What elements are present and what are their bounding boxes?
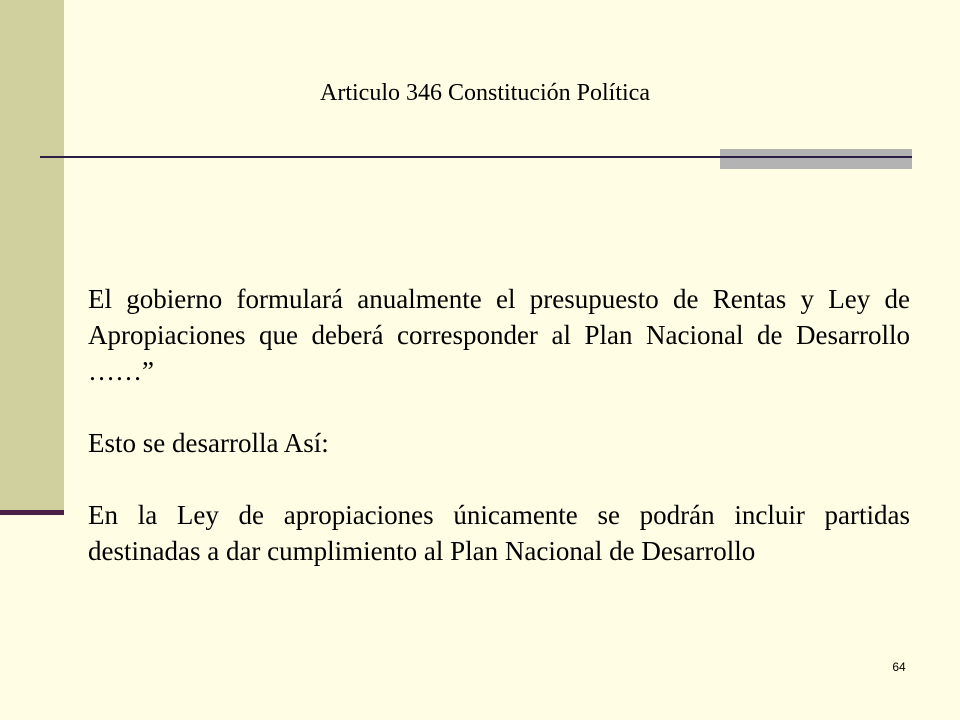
side-accent-line <box>0 510 64 515</box>
side-decoration-bar <box>0 0 64 510</box>
page-number: 64 <box>892 660 906 674</box>
body-paragraph-3: En la Ley de apropiaciones únicamente se podrán incluir partidas destinadas a dar cumplimiento al Plan Nacional de Desarrollo <box>88 500 910 566</box>
body-paragraph-1: El gobierno formulará anualmente el presupuesto de Rentas y Ley de Apropiaciones que deberá corresponder al Plan Nacional de Desarrollo ……” <box>88 284 910 386</box>
slide-body <box>88 281 910 569</box>
title-rule-line-overlay <box>720 156 912 158</box>
slide-title: Articulo 346 Constitución Política <box>320 80 650 106</box>
title-rule-grey-block <box>720 149 912 169</box>
body-paragraph-2: Esto se desarrolla Así: <box>88 428 329 458</box>
